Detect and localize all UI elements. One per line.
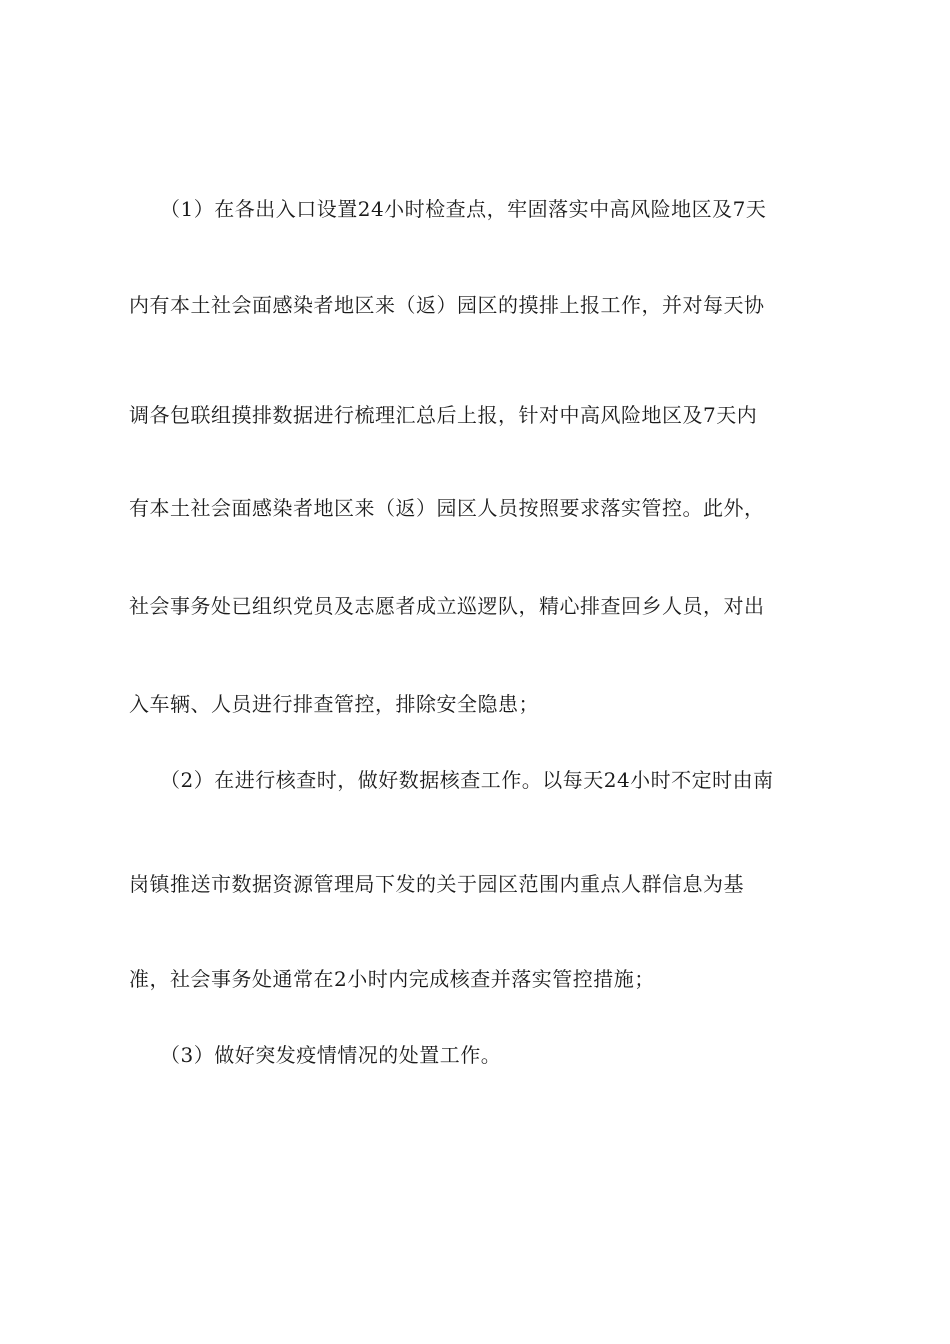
paragraph-1-line-6: 入车辆、人员进行排查管控，排除安全隐患； xyxy=(129,692,539,716)
paragraph-2-line-2: 岗镇推送市数据资源管理局下发的关于园区范围内重点人群信息为基 xyxy=(129,872,744,896)
paragraph-2-line-1: （2）在进行核查时，做好数据核查工作。以每天24小时不定时由南 xyxy=(160,768,774,792)
paragraph-1-line-1: （1）在各出入口设置24小时检查点，牢固落实中高风险地区及7天 xyxy=(160,197,767,221)
paragraph-2-line-3: 准，社会事务处通常在2小时内完成核查并落实管控措施； xyxy=(129,967,655,991)
paragraph-1-line-5: 社会事务处已组织党员及志愿者成立巡逻队，精心排查回乡人员，对出 xyxy=(129,594,765,618)
paragraph-1-line-3: 调各包联组摸排数据进行梳理汇总后上报，针对中高风险地区及7天内 xyxy=(129,403,758,427)
paragraph-3-line-1: （3）做好突发疫情情况的处置工作。 xyxy=(160,1043,502,1067)
paragraph-1-line-2: 内有本土社会面感染者地区来（返）园区的摸排上报工作，并对每天协 xyxy=(129,293,765,317)
paragraph-1-line-4: 有本土社会面感染者地区来（返）园区人员按照要求落实管控。此外， xyxy=(129,496,765,520)
